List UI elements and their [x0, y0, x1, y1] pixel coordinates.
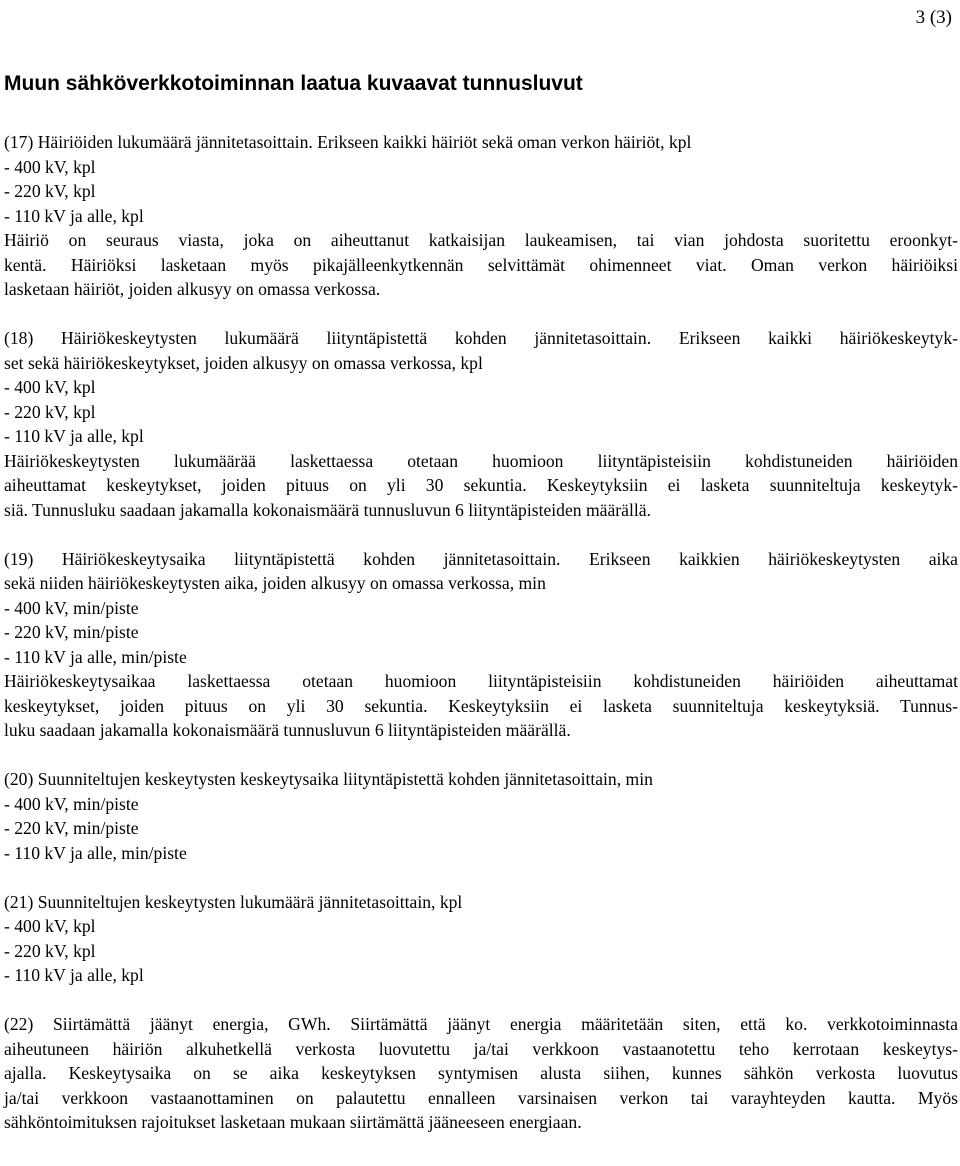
section-17-title: (17) Häiriöiden lukumäärä jännitetasoittain. Erikseen kaikki häiriöt sekä oman verkon häiriöt, kpl — [4, 132, 692, 152]
section-21-item-110kv: - 110 kV ja alle, kpl — [4, 965, 144, 985]
section-18-title-cont: set sekä häiriökeskeytykset, joiden alkusyy on omassa verkossa, kpl — [4, 352, 483, 373]
section-20-title: (20) Suunniteltujen keskeytysten keskeytysaika liityntäpistettä kohden jännitetasoittain, min — [4, 769, 653, 789]
section-20-item-110kv: - 110 kV ja alle, min/piste — [4, 842, 187, 863]
section-22 — [4, 1012, 958, 1135]
section-20 — [4, 767, 958, 865]
section-17-item-220kv: - 220 kV, kpl — [4, 181, 96, 201]
section-17-description-line: kentä. Häiriöksi lasketaan myös pikajälleenkytkennän selvittämät ohimenneet viat. Oman verkon häiriöiksi — [4, 254, 958, 275]
section-20-item-220kv: - 220 kV, min/piste — [4, 818, 139, 838]
section-18-description-line: aiheuttamat keskeytykset, joiden pituus on yli 30 sekuntia. Keskeytyksiin ei lasketa suunniteltuja keskeytyk- — [4, 475, 958, 495]
section-20-item-400kv: - 400 kV, min/piste — [4, 793, 139, 814]
page-heading: Muun sähköverkkotoiminnan laatua kuvaavat tunnusluvut — [4, 72, 583, 95]
section-18-title: (18) Häiriökeskeytysten lukumäärä liityntäpistettä kohden jännitetasoittain. Erikseen kaikki häiriökeskeytyk- — [4, 328, 958, 348]
section-18-description-line: Häiriökeskeytysten lukumäärää laskettaessa otetaan huomioon liityntäpisteisiin kohdistuneiden häiriöiden — [4, 450, 958, 471]
section-22-description-line: sähköntoimituksen rajoitukset lasketaan mukaan siirtämättä jääneeseen energiaan. — [4, 1112, 582, 1132]
section-17-description-line: lasketaan häiriöt, joiden alkusyy on omassa verkossa. — [4, 279, 381, 299]
section-22-title: (22) Siirtämättä jäänyt energia, GWh. Siirtämättä jäänyt energia määritetään siten, että ko. verkkotoiminnasta — [4, 1014, 958, 1034]
section-21-item-400kv: - 400 kV, kpl — [4, 916, 96, 936]
section-19-description-line: keskeytykset, joiden pituus on yli 30 sekuntia. Keskeytyksiin ei lasketa suunniteltuja keskeytyksiä. Tunnus- — [4, 695, 958, 716]
section-22-description-line: ja/tai verkkoon vastaanottaminen on palautettu ennalleen varsinaisen verkon tai varayhteyden kautta. Myös — [4, 1087, 958, 1108]
section-19-item-220kv: - 220 kV, min/piste — [4, 622, 139, 642]
section-19-item-110kv: - 110 kV ja alle, min/piste — [4, 646, 187, 667]
section-17-item-110kv: - 110 kV ja alle, kpl — [4, 205, 144, 226]
section-22-description-line: aiheutuneen häiriön alkuhetkellä verkosta luovutettu ja/tai verkkoon vastaanotettu teho kerrotaan keskeytys- — [4, 1038, 958, 1059]
section-18-description-line: siä. Tunnusluku saadaan jakamalla kokonaismäärä tunnusluvun 6 liityntäpisteiden määrällä. — [4, 499, 651, 520]
section-19-item-400kv: - 400 kV, min/piste — [4, 597, 139, 618]
page-number: 3 (3) — [915, 7, 952, 28]
section-21-title: (21) Suunniteltujen keskeytysten lukumäärä jännitetasoittain, kpl — [4, 891, 463, 912]
section-18-item-220kv: - 220 kV, kpl — [4, 401, 96, 422]
section-21-item-220kv: - 220 kV, kpl — [4, 940, 96, 961]
section-19-description-line: Häiriökeskeytysaikaa laskettaessa otetaan huomioon liityntäpisteisiin kohdistuneiden häiriöiden aiheuttamat — [4, 671, 958, 691]
section-18 — [4, 326, 958, 522]
section-19-description-line: luku saadaan jakamalla kokonaismäärä tunnusluvun 6 liityntäpisteiden määrällä. — [4, 720, 571, 740]
section-19 — [4, 547, 958, 743]
section-17-item-400kv: - 400 kV, kpl — [4, 156, 96, 177]
section-19-title-cont: sekä niiden häiriökeskeytysten aika, joiden alkusyy on omassa verkossa, min — [4, 573, 546, 593]
section-17-description-line: Häiriö on seuraus viasta, joka on aiheuttanut katkaisijan laukeamisen, tai vian johdosta suoritettu eroonkyt- — [4, 230, 958, 250]
section-22-description-line: ajalla. Keskeytysaika on se aika keskeytyksen syntymisen alusta siihen, kunnes sähkön verkosta luovutus — [4, 1063, 958, 1083]
section-21 — [4, 890, 958, 988]
section-19-title: (19) Häiriökeskeytysaika liityntäpistettä kohden jännitetasoittain. Erikseen kaikkien häiriökeskeytysten aika — [4, 548, 958, 569]
section-18-item-400kv: - 400 kV, kpl — [4, 377, 96, 397]
section-18-item-110kv: - 110 kV ja alle, kpl — [4, 426, 144, 446]
document-body — [4, 130, 958, 1159]
section-17 — [4, 130, 958, 302]
